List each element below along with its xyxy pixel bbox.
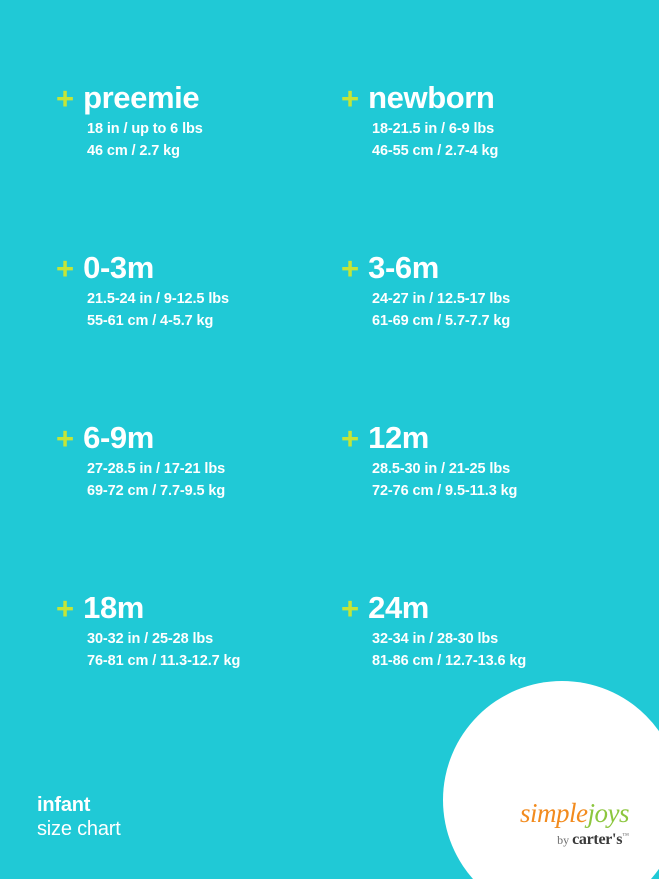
chart-title-line2: size chart: [37, 818, 121, 840]
size-label: newborn: [368, 80, 495, 115]
brand-logo-primary: [439, 800, 629, 827]
plus-icon: +: [56, 421, 75, 456]
trademark-icon: ™: [622, 831, 629, 840]
size-label: 0-3m: [83, 250, 154, 285]
size-header: [56, 252, 341, 285]
size-entry-12m: [341, 418, 616, 588]
size-imperial: 18 in / up to 6 lbs: [87, 120, 203, 137]
size-imperial: 18-21.5 in / 6-9 lbs: [372, 120, 495, 137]
size-imperial: 24-27 in / 12.5-17 lbs: [372, 290, 511, 307]
plus-icon: +: [341, 591, 360, 626]
size-label: 24m: [368, 590, 429, 625]
size-imperial: 27-28.5 in / 17-21 lbs: [87, 460, 226, 477]
size-entry-3-6m: [341, 248, 616, 418]
size-header: [56, 82, 341, 115]
plus-icon: +: [341, 421, 360, 456]
size-grid: [56, 78, 616, 758]
size-label: 6-9m: [83, 420, 154, 455]
size-header: [56, 422, 341, 455]
size-metric: 55-61 cm / 4-5.7 kg: [87, 313, 214, 330]
size-header: [341, 592, 616, 625]
plus-icon: +: [56, 591, 75, 626]
size-metric: 69-72 cm / 7.7-9.5 kg: [87, 483, 226, 500]
size-metric: 61-69 cm / 5.7-7.7 kg: [372, 313, 511, 330]
size-entry-preemie: [56, 78, 341, 248]
size-imperial: 32-34 in / 28-30 lbs: [372, 630, 499, 647]
size-metric: 72-76 cm / 9.5-11.3 kg: [372, 483, 518, 500]
size-entry-0-3m: [56, 248, 341, 418]
plus-icon: +: [56, 81, 75, 116]
size-imperial: 21.5-24 in / 9-12.5 lbs: [87, 290, 229, 307]
size-header: [341, 82, 616, 115]
plus-icon: +: [341, 251, 360, 286]
size-label: 18m: [83, 590, 144, 625]
size-metric: 46-55 cm / 2.7-4 kg: [372, 143, 499, 160]
brand-by-label: by: [557, 833, 573, 847]
size-header: [56, 592, 341, 625]
plus-icon: +: [56, 251, 75, 286]
size-label: preemie: [83, 80, 200, 115]
size-imperial: 28.5-30 in / 21-25 lbs: [372, 460, 511, 477]
size-header: [341, 252, 616, 285]
size-label: 12m: [368, 420, 429, 455]
brand-word-simple: simple: [520, 798, 588, 828]
size-metric: 46 cm / 2.7 kg: [87, 143, 180, 160]
brand-name-carters: carter's: [572, 831, 623, 848]
size-label: 3-6m: [368, 250, 439, 285]
plus-icon: +: [341, 81, 360, 116]
size-entry-18m: [56, 588, 341, 758]
size-header: [341, 422, 616, 455]
size-metric: 81-86 cm / 12.7-13.6 kg: [372, 653, 527, 670]
size-entry-newborn: [341, 78, 616, 248]
brand-logo-secondary: [439, 831, 629, 849]
brand-logo: [439, 800, 629, 849]
size-metric: 76-81 cm / 11.3-12.7 kg: [87, 653, 241, 670]
brand-word-joys: joys: [587, 798, 629, 828]
size-imperial: 30-32 in / 25-28 lbs: [87, 630, 214, 647]
chart-title-line1: infant: [37, 794, 91, 816]
size-entry-6-9m: [56, 418, 341, 588]
chart-title: [37, 794, 121, 841]
